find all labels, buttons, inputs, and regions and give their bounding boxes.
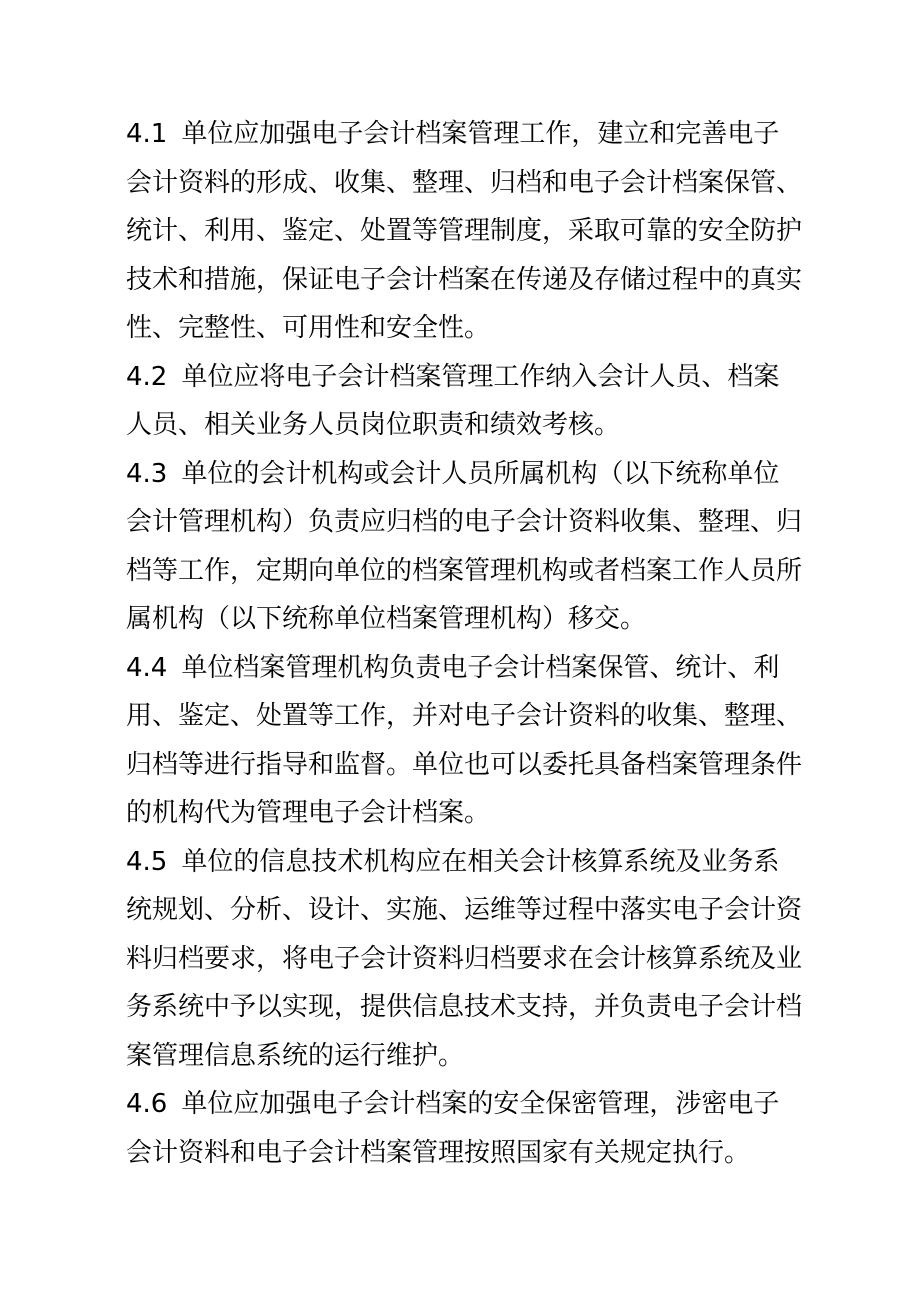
- section-4-6: [126, 1080, 802, 1177]
- section-text: 单位的信息技术机构应在相关会计核算系统及业务系统规划、分析、设计、实施、运维等过程中落实电子会计资料归档要求，将电子会计资料归档要求在会计核算系统及业务系统中予以实现，提供信息技术支持，并负责电子会计档案管理信息系统的运行维护。: [126, 846, 803, 1071]
- section-number: 4.6: [126, 1089, 168, 1119]
- section-number: 4.3: [126, 458, 168, 489]
- section-4-1: [126, 110, 802, 353]
- section-4-5: [126, 838, 802, 1081]
- section-number: 4.5: [126, 846, 168, 877]
- section-4-2: [126, 353, 802, 450]
- section-text: 单位应将电子会计档案管理工作纳入会计人员、档案人员、相关业务人员岗位职责和绩效考核。: [126, 361, 780, 440]
- document-body: [126, 110, 802, 1177]
- section-number: 4.2: [126, 361, 168, 392]
- section-4-4: [126, 644, 802, 838]
- section-text: 单位应加强电子会计档案的安全保密管理，涉密电子会计资料和电子会计档案管理按照国家有关规定执行。: [126, 1089, 780, 1168]
- section-number: 4.4: [126, 652, 168, 683]
- section-text: 单位的会计机构或会计人员所属机构（以下统称单位会计管理机构）负责应归档的电子会计资料收集、整理、归档等工作，定期向单位的档案管理机构或者档案工作人员所属机构（以下统称单位档案管理机构）移交。: [126, 458, 803, 634]
- section-4-3: [126, 450, 802, 644]
- section-number: 4.1: [126, 119, 168, 149]
- section-text: 单位档案管理机构负责电子会计档案保管、统计、利用、鉴定、处置等工作，并对电子会计资料的收集、整理、归档等进行指导和监督。单位也可以委托具备档案管理条件的机构代为管理电子会计档案。: [126, 652, 803, 828]
- section-text: 单位应加强电子会计档案管理工作，建立和完善电子会计资料的形成、收集、整理、归档和电子会计档案保管、统计、利用、鉴定、处置等管理制度，采取可靠的安全防护技术和措施，保证电子会计档案在传递及存储过程中的真实性、完整性、可用性和安全性。: [126, 119, 803, 343]
